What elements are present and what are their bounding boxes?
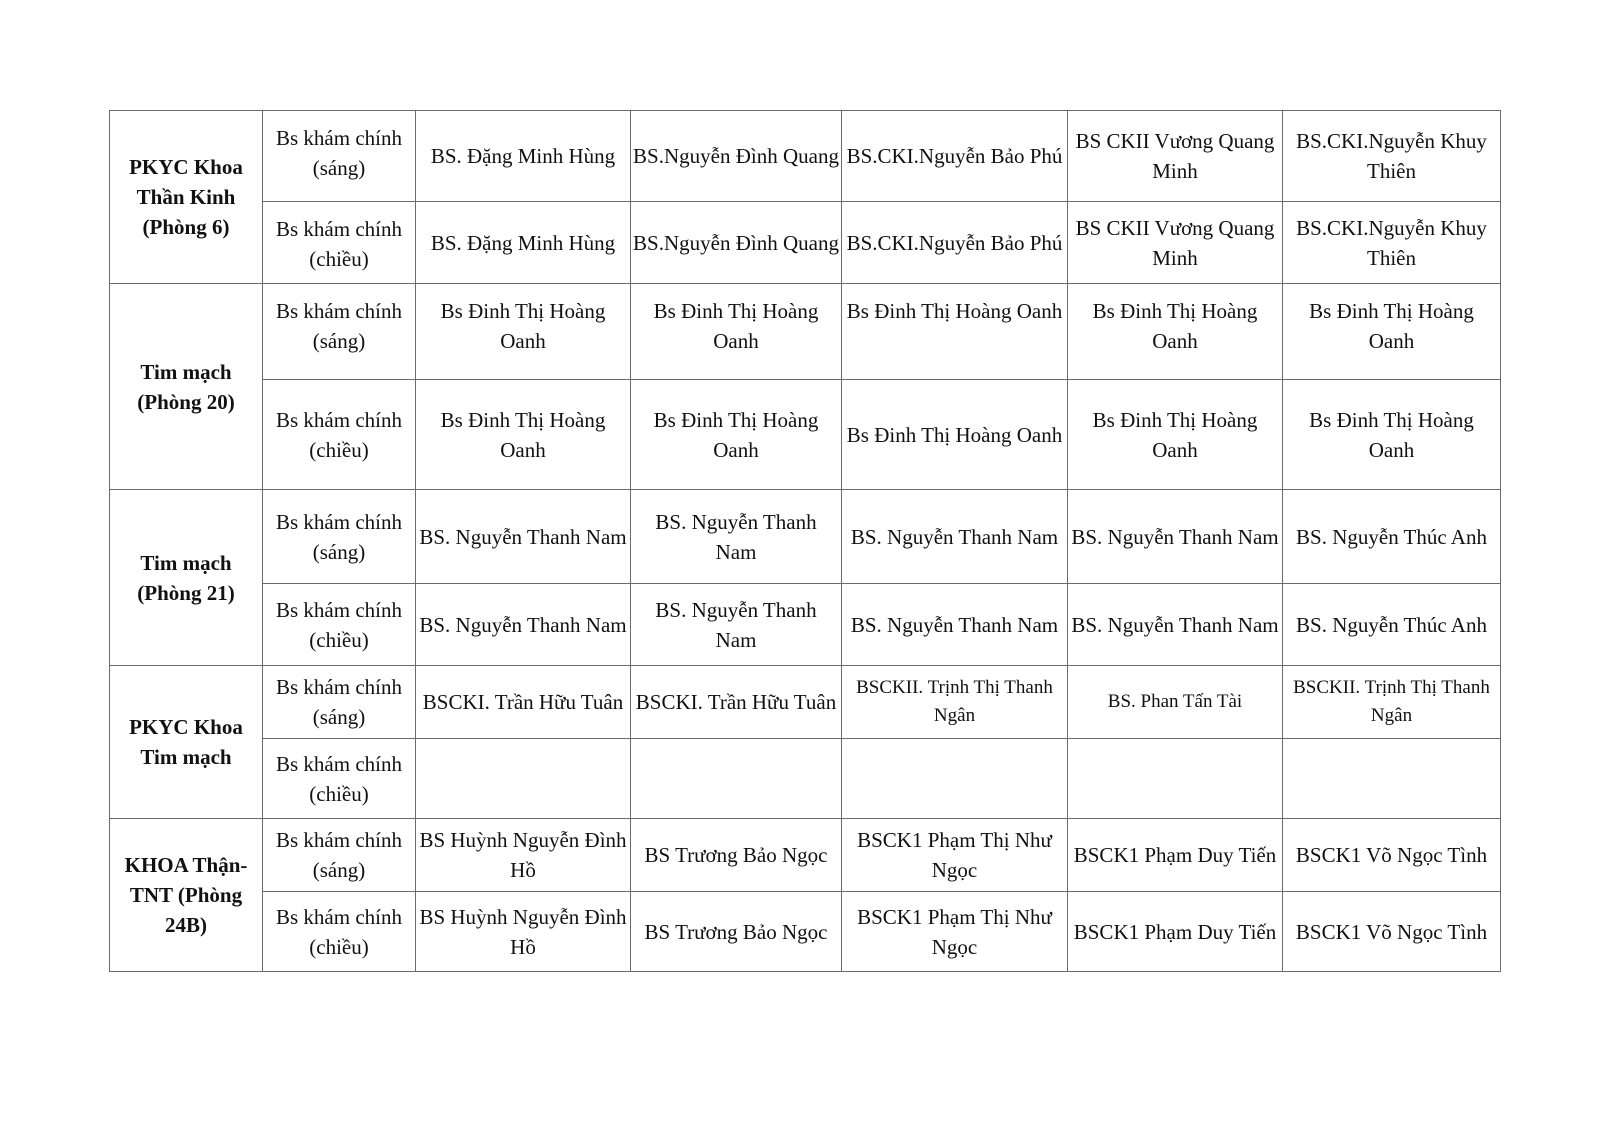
shift-cell: Bs khám chính (sáng) [263, 111, 416, 202]
doctor-cell [1283, 739, 1501, 819]
doctor-cell: BS.CKI.Nguyễn Khuy Thiên [1283, 111, 1501, 202]
doctor-cell: BS.CKI.Nguyễn Bảo Phú [842, 202, 1068, 284]
table-row [110, 111, 1501, 202]
doctor-cell: BS. Nguyễn Thanh Nam [842, 490, 1068, 584]
doctor-cell: BS. Đặng Minh Hùng [416, 202, 631, 284]
doctor-cell: BS. Nguyễn Thanh Nam [1068, 584, 1283, 666]
shift-cell: Bs khám chính (sáng) [263, 284, 416, 380]
doctor-cell: Bs Đinh Thị Hoàng Oanh [416, 380, 631, 490]
doctor-cell: BSCKI. Trần Hữu Tuân [416, 666, 631, 739]
department-cell: KHOA Thận-TNT (Phòng 24B) [110, 819, 263, 972]
department-cell: Tim mạch (Phòng 20) [110, 284, 263, 490]
doctor-cell [842, 739, 1068, 819]
table-row [110, 739, 1501, 819]
table-row [110, 666, 1501, 739]
doctor-cell: BS. Đặng Minh Hùng [416, 111, 631, 202]
shift-cell: Bs khám chính (chiều) [263, 584, 416, 666]
doctor-cell: BS Trương Bảo Ngọc [631, 819, 842, 892]
shift-cell: Bs khám chính (chiều) [263, 739, 416, 819]
doctor-cell: BS. Phan Tấn Tài [1068, 666, 1283, 739]
doctor-cell: BS. Nguyễn Thanh Nam [631, 584, 842, 666]
doctor-cell: BSCK1 Võ Ngọc Tình [1283, 819, 1501, 892]
doctor-cell: Bs Đinh Thị Hoàng Oanh [1068, 284, 1283, 380]
doctor-cell [1068, 739, 1283, 819]
doctor-cell: BSCK1 Phạm Duy Tiến [1068, 819, 1283, 892]
shift-cell: Bs khám chính (chiều) [263, 202, 416, 284]
doctor-cell: BS.Nguyễn Đình Quang [631, 111, 842, 202]
doctor-cell: Bs Đinh Thị Hoàng Oanh [1283, 284, 1501, 380]
doctor-cell: BSCKII. Trịnh Thị Thanh Ngân [842, 666, 1068, 739]
shift-cell: Bs khám chính (sáng) [263, 819, 416, 892]
table-row [110, 892, 1501, 972]
shift-cell: Bs khám chính (chiều) [263, 892, 416, 972]
doctor-cell: BS CKII Vương Quang Minh [1068, 111, 1283, 202]
shift-cell: Bs khám chính (sáng) [263, 490, 416, 584]
doctor-cell: BS CKII Vương Quang Minh [1068, 202, 1283, 284]
doctor-cell: Bs Đinh Thị Hoàng Oanh [631, 380, 842, 490]
doctor-cell: BS.Nguyễn Đình Quang [631, 202, 842, 284]
doctor-cell: BSCKI. Trần Hữu Tuân [631, 666, 842, 739]
doctor-cell: BS. Nguyễn Thúc Anh [1283, 584, 1501, 666]
doctor-cell: Bs Đinh Thị Hoàng Oanh [842, 284, 1068, 380]
doctor-cell: BS. Nguyễn Thanh Nam [631, 490, 842, 584]
doctor-cell: BS. Nguyễn Thanh Nam [842, 584, 1068, 666]
table-row [110, 490, 1501, 584]
doctor-cell [631, 739, 842, 819]
doctor-cell: BSCK1 Phạm Duy Tiến [1068, 892, 1283, 972]
doctor-cell: BSCK1 Phạm Thị Như Ngọc [842, 819, 1068, 892]
doctor-cell: BS Huỳnh Nguyễn Đình Hồ [416, 892, 631, 972]
doctor-schedule-table [109, 110, 1501, 972]
table-row [110, 284, 1501, 380]
doctor-cell: BS. Nguyễn Thanh Nam [1068, 490, 1283, 584]
doctor-cell: Bs Đinh Thị Hoàng Oanh [1283, 380, 1501, 490]
doctor-cell: Bs Đinh Thị Hoàng Oanh [842, 380, 1068, 490]
shift-cell: Bs khám chính (chiều) [263, 380, 416, 490]
shift-cell: Bs khám chính (sáng) [263, 666, 416, 739]
department-cell: PKYC Khoa Tim mạch [110, 666, 263, 819]
table-row [110, 202, 1501, 284]
doctor-cell: BS Trương Bảo Ngọc [631, 892, 842, 972]
doctor-cell: BS. Nguyễn Thanh Nam [416, 584, 631, 666]
doctor-cell: BSCK1 Võ Ngọc Tình [1283, 892, 1501, 972]
doctor-cell: BS. Nguyễn Thanh Nam [416, 490, 631, 584]
doctor-cell: BS.CKI.Nguyễn Bảo Phú [842, 111, 1068, 202]
doctor-cell: Bs Đinh Thị Hoàng Oanh [631, 284, 842, 380]
doctor-cell: BS Huỳnh Nguyễn Đình Hồ [416, 819, 631, 892]
table-row [110, 380, 1501, 490]
department-cell: PKYC Khoa Thần Kinh (Phòng 6) [110, 111, 263, 284]
doctor-cell [416, 739, 631, 819]
table-row [110, 819, 1501, 892]
doctor-cell: BSCKII. Trịnh Thị Thanh Ngân [1283, 666, 1501, 739]
department-cell: Tim mạch (Phòng 21) [110, 490, 263, 666]
doctor-cell: BS. Nguyễn Thúc Anh [1283, 490, 1501, 584]
doctor-cell: Bs Đinh Thị Hoàng Oanh [416, 284, 631, 380]
doctor-cell: BSCK1 Phạm Thị Như Ngọc [842, 892, 1068, 972]
doctor-cell: BS.CKI.Nguyễn Khuy Thiên [1283, 202, 1501, 284]
table-row [110, 584, 1501, 666]
doctor-cell: Bs Đinh Thị Hoàng Oanh [1068, 380, 1283, 490]
